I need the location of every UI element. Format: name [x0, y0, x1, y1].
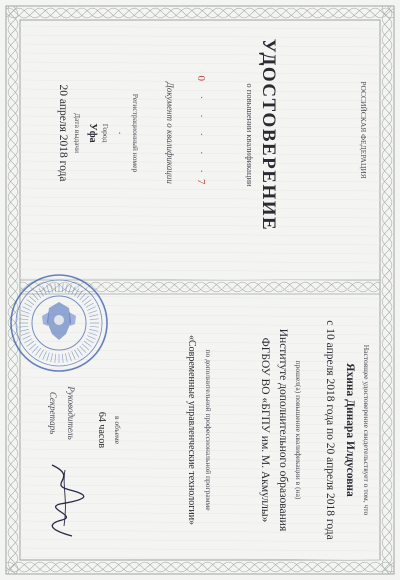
issue-date: 20 апреля 2018 года [57, 84, 69, 182]
program-label: по дополнительной профессиональной программе [204, 349, 213, 511]
city-value: Уфа [87, 123, 98, 143]
serial-number: 0 · · · · ·7 [195, 75, 207, 191]
certificate-title: УДОСТОВЕРЕНИЕ [258, 38, 279, 232]
recipient-name: Яхина Динара Илдусовна [344, 363, 356, 497]
signature-scribble [40, 460, 90, 540]
passed-label: прошел(а) повышение квалификации в (на) [294, 360, 303, 500]
issue-date-label: Дата выдачи [73, 112, 82, 154]
volume-label: в объеме [113, 415, 122, 445]
registration-label: Регистрационный номер [131, 93, 140, 173]
city-label: Город [101, 123, 110, 143]
document-type: Документ о квалификации [165, 82, 175, 184]
secretary-label: Секретарь [48, 391, 58, 435]
institute-line-1: Институте дополнительного образования [277, 328, 289, 532]
training-period: с 10 апреля 2018 года по 20 апреля 2018 года [324, 320, 336, 540]
registration-number: · [113, 131, 124, 135]
head-label: Руководитель [66, 386, 76, 440]
institute-line-2: ФГБОУ ВО «БГПУ им. М. Акмуллы» [259, 337, 271, 523]
certificate-subtitle: о повышении квалификации [245, 83, 255, 187]
country-label: РОССИЙСКАЯ ФЕДЕРАЦИЯ [359, 81, 368, 179]
intro-text: Настоящее удостоверение свидетельствует о том, что [362, 344, 371, 516]
program-title: «Современные управленческие технологии» [186, 334, 197, 526]
official-seal [8, 272, 110, 374]
volume-value: 64 часов [96, 411, 107, 449]
